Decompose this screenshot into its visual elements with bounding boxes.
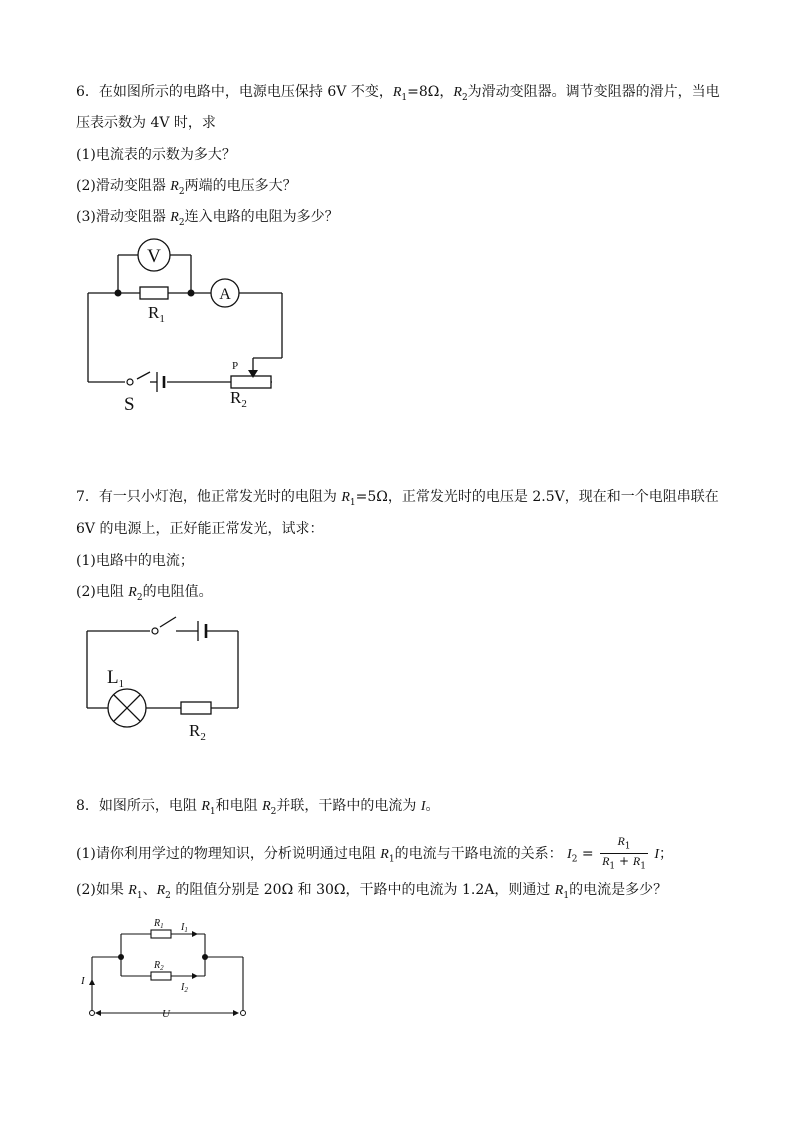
q6-r1-sub: 1 xyxy=(401,92,408,103)
q6-sub-1: (1)电流表的示数为多大？ xyxy=(76,147,236,163)
q7-text: =5Ω，正常发光时的电压是 2.5V，现在和一个电阻串联在 xyxy=(355,489,719,505)
q8-r1-sub: 1 xyxy=(209,806,216,817)
q7-r1: R xyxy=(341,490,350,505)
q6-r2: R xyxy=(170,179,179,194)
resistor-r1-symbol xyxy=(151,930,171,938)
slider-label: P xyxy=(232,360,239,372)
q7-sub2-text: 的电阻值。 xyxy=(142,584,213,600)
q8-text: 。 xyxy=(425,798,440,814)
formula-lhs-sub: 2 xyxy=(571,854,578,865)
q6-r1: R xyxy=(392,85,402,100)
q8-r1: R xyxy=(128,883,137,898)
q7-r2-sub: 2 xyxy=(136,592,143,603)
q7-text: 7．有一只小灯泡，他正常发光时的电阻为 xyxy=(76,489,342,505)
junction-dot xyxy=(118,954,124,960)
q8-r1: R xyxy=(201,799,210,814)
r2-label: $R_2$ xyxy=(154,960,164,972)
q8-sub-1: (1)请你利用学过的物理知识，分析说明通过电阻 $R_1$的电流与干路电流的关系： $I_2$ = $\frac{R_1}{R_1 + R_1}$ I； xyxy=(76,834,674,872)
q6-text: 为滑动变阻器。调节变阻器的滑片，当电 xyxy=(467,84,720,100)
formula-lhs: I xyxy=(567,846,572,862)
q8-r2-sub: 2 xyxy=(270,806,277,817)
q8-text: 并联，干路中的电流为 xyxy=(276,798,421,814)
r1-label: $R_1$ xyxy=(154,918,164,930)
q6-sub3-text: (3)滑动变阻器 xyxy=(76,209,171,225)
q8-i: I xyxy=(420,799,426,814)
r1-label: $R_1$ xyxy=(148,303,165,325)
q8-r2: R xyxy=(262,799,271,814)
u-label: U xyxy=(162,1008,170,1020)
terminal xyxy=(241,1011,246,1016)
u-arrow-left-icon xyxy=(95,1010,101,1016)
q7-r2: R xyxy=(128,585,137,600)
q6-sub2-text: 两端的电压多大？ xyxy=(184,178,297,194)
q8-sub2-text: (2)如果 xyxy=(76,882,129,898)
q6-line-2: 压表示数为 4V 时，求 xyxy=(76,115,216,131)
q6-text: =8Ω， xyxy=(407,84,454,100)
q6-r2: R xyxy=(453,85,462,100)
q6-sub2-text: (2)滑动变阻器 xyxy=(76,178,171,194)
terminal xyxy=(90,1011,95,1016)
q8-r1-sub: 1 xyxy=(388,854,395,865)
switch-label: S xyxy=(124,394,135,415)
i1-label: $I_1$ xyxy=(181,922,188,934)
resistor-r2-symbol xyxy=(151,972,171,980)
ammeter-label: A xyxy=(219,286,231,303)
i-label: I xyxy=(81,975,85,987)
lamp-label: $L_1$ xyxy=(107,667,125,690)
q8-r1-sub: 1 xyxy=(136,890,143,901)
voltmeter-label: V xyxy=(147,246,161,267)
q6-r2-sub: 2 xyxy=(461,92,468,103)
r2-label: $R_2$ xyxy=(230,388,247,410)
q7-sub2-text: (2)电阻 xyxy=(76,584,129,600)
q8-r1-sub: 1 xyxy=(563,890,570,901)
q8-sub2-text: 的电流是多少？ xyxy=(569,882,668,898)
q8-r2: R xyxy=(156,883,166,898)
q8-sub-2: (2)如果 $R_1$、$R_2$ 的阻值分别是 20Ω 和 30Ω，干路中的电流为 1.2A，则通过 $R_1$的电流是多少？ xyxy=(76,882,668,901)
q8-sub2-text: 的阻值分别是 20Ω 和 30Ω，干路中的电流为 1.2A，则通过 xyxy=(170,882,555,898)
formula-end: ； xyxy=(659,845,674,862)
q8-text: 8．如图所示，电阻 xyxy=(76,798,202,814)
i2-label: $I_2$ xyxy=(181,982,188,994)
q6-r2-sub: 2 xyxy=(178,186,185,197)
i1-arrow-icon xyxy=(192,931,198,937)
q6-r2: R xyxy=(170,210,179,225)
q8-sub1-text: 的电流与干路电流的关系： xyxy=(394,845,563,862)
q8-r1: R xyxy=(554,883,564,898)
formula-rhs: I xyxy=(654,846,660,862)
q6-sub3-text: 连入电路的电阻为多少？ xyxy=(184,209,339,225)
q6-text: 6．在如图所示的电路中，电源电压保持 6V 不变， xyxy=(76,84,393,100)
junction-dot xyxy=(202,954,208,960)
q8-r2-sub: 2 xyxy=(165,890,171,901)
formula-numerator: $R_1$ xyxy=(600,834,648,854)
q8-r1: R xyxy=(380,846,389,862)
q7-sub-1: (1)电路中的电流； xyxy=(76,553,194,569)
i2-arrow-icon xyxy=(192,973,198,979)
q8-text: 和电阻 xyxy=(215,798,263,814)
formula-denominator: $R_1 + R_1$ xyxy=(602,854,646,872)
r2-label: $R_2$ xyxy=(189,721,206,743)
q7-line-2: 6V 的电源上，正好能正常发光，试求： xyxy=(76,521,324,537)
u-arrow-right-icon xyxy=(233,1010,239,1016)
q7-r1-sub: 1 xyxy=(349,497,356,508)
q8-sub1-text: (1)请你利用学过的物理知识，分析说明通过电阻 xyxy=(76,845,381,862)
i-arrow-icon xyxy=(89,979,95,985)
q6-r2-sub: 2 xyxy=(178,217,185,228)
